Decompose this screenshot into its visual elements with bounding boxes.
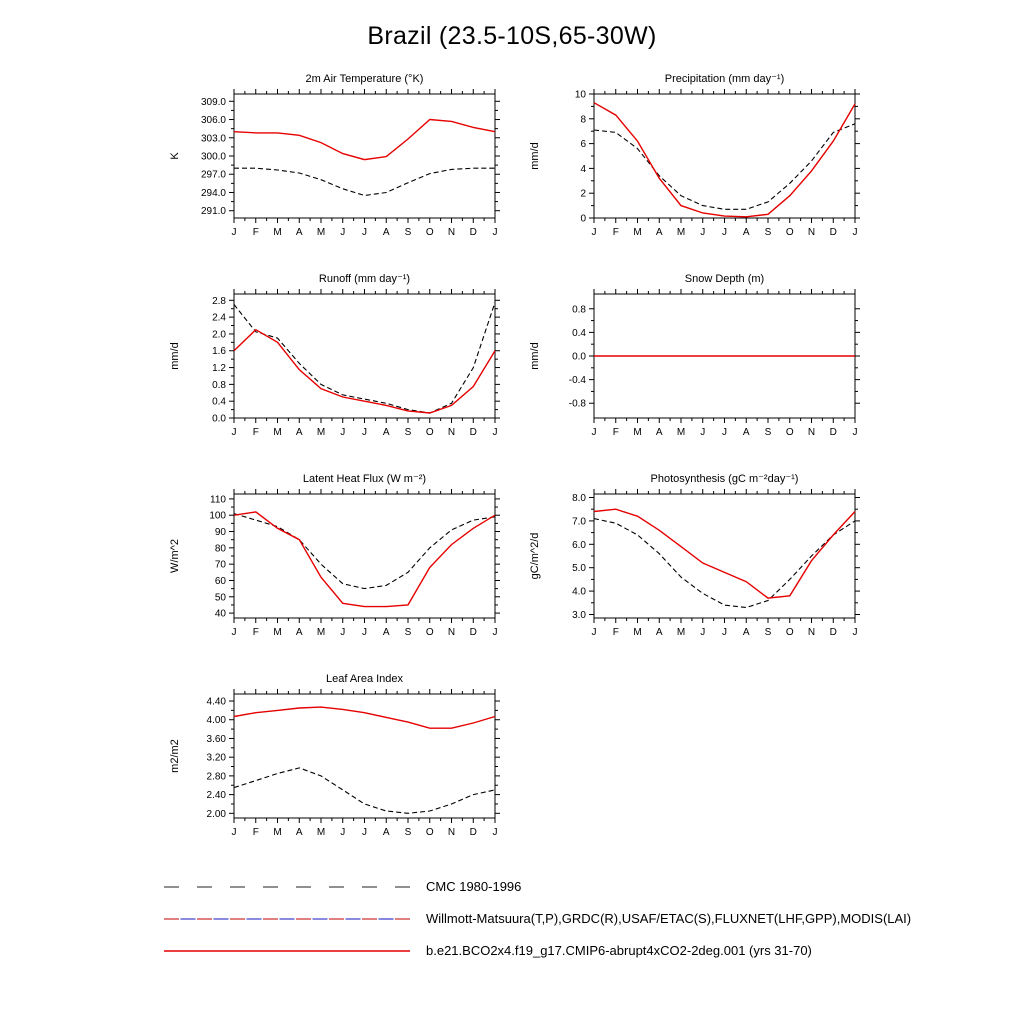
chart-grid — [0, 67, 1024, 859]
empty-cell — [522, 667, 862, 859]
svg-text:2.0: 2.0 — [212, 329, 226, 341]
svg-text:A: A — [655, 427, 663, 438]
chart-panel-snow-depth — [522, 267, 862, 459]
svg-text:2: 2 — [580, 188, 586, 200]
svg-text:100: 100 — [209, 510, 226, 522]
series-dashed — [594, 519, 855, 608]
svg-text:O: O — [425, 627, 434, 638]
svg-text:0.8: 0.8 — [572, 304, 586, 316]
svg-text:D: D — [829, 627, 837, 638]
svg-text:M: M — [676, 427, 686, 438]
svg-text:70: 70 — [214, 559, 226, 571]
svg-text:S: S — [404, 827, 412, 838]
y-axis-label: mm/d — [529, 142, 541, 170]
svg-text:1.2: 1.2 — [212, 363, 226, 375]
svg-text:S: S — [404, 627, 412, 638]
svg-text:2.80: 2.80 — [206, 771, 226, 783]
series-solid — [594, 509, 855, 598]
svg-text:N: N — [447, 827, 456, 838]
y-axis-ticks — [229, 499, 500, 613]
svg-text:306.0: 306.0 — [200, 115, 226, 127]
svg-text:J: J — [722, 427, 727, 438]
svg-text:A: A — [655, 227, 663, 238]
svg-text:90: 90 — [214, 527, 226, 539]
y-axis-ticks — [589, 498, 860, 615]
svg-text:2.4: 2.4 — [212, 312, 226, 324]
svg-text:J: J — [492, 827, 498, 838]
legend-row-model — [162, 943, 862, 958]
svg-text:M: M — [676, 627, 686, 638]
svg-text:F: F — [252, 827, 259, 838]
y-axis-tick-labels — [207, 697, 227, 820]
x-axis-ticks — [234, 489, 495, 623]
svg-text:S: S — [764, 227, 772, 238]
y-axis-ticks — [229, 300, 500, 418]
svg-text:3.20: 3.20 — [206, 752, 226, 764]
svg-text:J: J — [362, 427, 367, 438]
svg-text:J: J — [340, 627, 346, 638]
svg-text:A: A — [295, 827, 303, 838]
chart-svg-air-temperature — [162, 67, 502, 259]
legend-label-cmc: CMC 1980-1996 — [426, 879, 522, 894]
y-axis-tick-labels — [572, 493, 586, 621]
svg-text:F: F — [612, 427, 619, 438]
svg-text:F: F — [612, 627, 619, 638]
svg-text:1.6: 1.6 — [212, 346, 226, 358]
svg-text:D: D — [469, 627, 477, 638]
svg-text:O: O — [785, 427, 794, 438]
svg-text:M: M — [316, 827, 326, 838]
svg-text:10: 10 — [574, 89, 586, 101]
svg-text:303.0: 303.0 — [200, 133, 226, 145]
svg-text:M: M — [273, 627, 282, 638]
svg-text:J: J — [852, 627, 858, 638]
svg-text:O: O — [785, 627, 794, 638]
svg-text:D: D — [829, 427, 837, 438]
chart-panel-latent-heat-flux — [162, 467, 502, 659]
y-axis-ticks — [229, 101, 500, 210]
legend-label-obs: Willmott-Matsuura(T,P),GRDC(R),USAF/ETAC(S),FLUXNET(LHF,GPP),MODIS(LAI) — [426, 911, 912, 926]
svg-text:M: M — [273, 227, 282, 238]
x-axis-tick-labels — [232, 627, 498, 638]
series-solid — [234, 512, 495, 607]
svg-text:J: J — [700, 627, 706, 638]
svg-text:A: A — [655, 627, 663, 638]
chart-panel-runoff — [162, 267, 502, 459]
series-solid — [234, 330, 495, 413]
svg-text:J: J — [722, 627, 727, 638]
svg-text:A: A — [382, 227, 390, 238]
svg-text:O: O — [785, 227, 794, 238]
svg-text:0.0: 0.0 — [572, 351, 586, 363]
svg-text:N: N — [807, 627, 816, 638]
svg-text:4: 4 — [580, 163, 586, 175]
svg-text:D: D — [469, 427, 477, 438]
svg-text:M: M — [316, 627, 326, 638]
svg-text:4.0: 4.0 — [572, 586, 586, 598]
svg-text:O: O — [425, 827, 434, 838]
svg-text:0.4: 0.4 — [212, 396, 226, 408]
plot-box — [234, 494, 495, 618]
svg-text:O: O — [425, 427, 434, 438]
svg-text:J: J — [340, 827, 346, 838]
svg-text:4.00: 4.00 — [206, 715, 226, 727]
x-axis-tick-labels — [232, 227, 498, 238]
svg-text:60: 60 — [214, 575, 226, 587]
panel-title: 2m Air Temperature (°K) — [305, 73, 424, 85]
svg-text:N: N — [807, 427, 816, 438]
svg-text:J: J — [591, 627, 597, 638]
svg-text:297.0: 297.0 — [200, 169, 226, 181]
svg-text:3.60: 3.60 — [206, 733, 226, 745]
svg-text:J: J — [362, 827, 367, 838]
chart-svg-leaf-area-index — [162, 667, 502, 859]
svg-text:A: A — [742, 627, 750, 638]
y-axis-label: K — [169, 152, 181, 160]
series-solid — [594, 103, 855, 217]
svg-text:J: J — [591, 227, 597, 238]
svg-text:J: J — [852, 427, 858, 438]
chart-svg-snow-depth — [522, 267, 862, 459]
svg-text:O: O — [425, 227, 434, 238]
y-axis-tick-labels — [212, 296, 226, 425]
x-axis-ticks — [234, 89, 495, 223]
svg-text:294.0: 294.0 — [200, 187, 226, 199]
svg-text:J: J — [340, 227, 346, 238]
series-dashed — [234, 168, 495, 195]
y-axis-label: mm/d — [529, 342, 541, 370]
chart-panel-air-temperature — [162, 67, 502, 259]
svg-text:80: 80 — [214, 543, 226, 555]
svg-text:M: M — [633, 627, 642, 638]
svg-text:J: J — [492, 227, 498, 238]
svg-text:J: J — [492, 427, 498, 438]
svg-text:3.0: 3.0 — [572, 609, 586, 621]
svg-text:F: F — [252, 227, 259, 238]
svg-text:D: D — [829, 227, 837, 238]
y-axis-label: W/m^2 — [169, 539, 181, 573]
svg-text:J: J — [340, 427, 346, 438]
svg-text:-0.8: -0.8 — [568, 398, 586, 410]
svg-text:J: J — [231, 627, 237, 638]
svg-text:2.40: 2.40 — [206, 790, 226, 802]
panel-title: Latent Heat Flux (W m⁻²) — [302, 473, 427, 485]
svg-text:M: M — [273, 827, 282, 838]
y-axis-tick-labels — [569, 304, 587, 409]
svg-text:0: 0 — [580, 213, 586, 225]
x-axis-ticks — [594, 89, 855, 223]
svg-text:7.0: 7.0 — [572, 516, 586, 528]
svg-text:F: F — [252, 427, 259, 438]
svg-text:S: S — [764, 427, 772, 438]
plot-box — [594, 94, 855, 218]
svg-text:N: N — [447, 427, 456, 438]
series-solid — [234, 707, 495, 728]
svg-text:0.0: 0.0 — [212, 413, 226, 425]
panel-title: Snow Depth (m) — [684, 273, 765, 285]
svg-text:6.0: 6.0 — [572, 539, 586, 551]
x-axis-ticks — [234, 689, 495, 823]
chart-svg-precipitation — [522, 67, 862, 259]
y-axis-label: gC/m^2/d — [529, 532, 541, 580]
svg-text:S: S — [764, 627, 772, 638]
svg-text:J: J — [700, 427, 706, 438]
legend-label-model: b.e21.BCO2x4.f19_g17.CMIP6-abrupt4xCO2-2deg.001 (yrs 31-70) — [426, 943, 812, 958]
svg-text:M: M — [676, 227, 686, 238]
chart-svg-runoff — [162, 267, 502, 459]
svg-text:8.0: 8.0 — [572, 493, 586, 505]
chart-svg-latent-heat-flux — [162, 467, 502, 659]
svg-text:N: N — [447, 627, 456, 638]
svg-text:F: F — [612, 227, 619, 238]
svg-text:F: F — [252, 627, 259, 638]
svg-text:-0.4: -0.4 — [568, 375, 586, 387]
legend-row-obs — [162, 911, 912, 926]
panel-title: Leaf Area Index — [325, 673, 404, 685]
y-axis-tick-labels — [209, 494, 226, 619]
svg-text:A: A — [295, 627, 303, 638]
svg-text:50: 50 — [214, 592, 226, 604]
y-axis-tick-labels — [575, 90, 587, 225]
svg-text:M: M — [633, 427, 642, 438]
svg-text:J: J — [231, 227, 237, 238]
svg-text:J: J — [231, 827, 237, 838]
svg-text:J: J — [722, 227, 727, 238]
svg-text:A: A — [295, 427, 303, 438]
chart-svg-photosynthesis — [522, 467, 862, 659]
svg-text:5.0: 5.0 — [572, 563, 586, 575]
svg-text:D: D — [469, 827, 477, 838]
svg-text:S: S — [404, 427, 412, 438]
svg-text:J: J — [492, 627, 498, 638]
x-axis-tick-labels — [232, 827, 498, 838]
svg-text:8: 8 — [580, 114, 586, 126]
svg-text:300.0: 300.0 — [200, 151, 226, 163]
svg-text:J: J — [231, 427, 237, 438]
svg-text:110: 110 — [210, 494, 226, 506]
svg-text:D: D — [469, 227, 477, 238]
x-axis-tick-labels — [232, 427, 498, 438]
x-axis-tick-labels — [592, 627, 858, 638]
svg-text:309.0: 309.0 — [200, 96, 226, 108]
svg-text:2.8: 2.8 — [212, 295, 226, 307]
dashed-line-swatch-multicolor — [162, 912, 412, 926]
y-axis-ticks — [589, 94, 860, 218]
svg-text:A: A — [382, 427, 390, 438]
svg-text:M: M — [273, 427, 282, 438]
svg-text:S: S — [404, 227, 412, 238]
page-title: Brazil (23.5-10S,65-30W) — [367, 22, 657, 50]
chart-panel-photosynthesis — [522, 467, 862, 659]
svg-text:J: J — [852, 227, 858, 238]
svg-text:A: A — [382, 627, 390, 638]
panel-title: Runoff (mm day⁻¹) — [318, 273, 411, 285]
svg-text:A: A — [295, 227, 303, 238]
svg-text:J: J — [362, 627, 367, 638]
panel-title: Precipitation (mm day⁻¹) — [664, 73, 785, 85]
svg-text:0.4: 0.4 — [572, 327, 586, 339]
svg-text:M: M — [633, 227, 642, 238]
plot-box — [234, 94, 495, 218]
y-axis-tick-labels — [201, 97, 226, 217]
y-axis-label: m2/m2 — [169, 739, 181, 773]
svg-text:6: 6 — [580, 139, 586, 151]
svg-text:40: 40 — [214, 608, 226, 620]
svg-text:J: J — [591, 427, 597, 438]
plot-box — [234, 294, 495, 418]
chart-panel-precipitation — [522, 67, 862, 259]
svg-text:4.40: 4.40 — [206, 696, 226, 708]
x-axis-ticks — [234, 289, 495, 423]
svg-text:0.8: 0.8 — [212, 379, 226, 391]
svg-text:A: A — [742, 427, 750, 438]
svg-text:M: M — [316, 227, 326, 238]
svg-text:2.00: 2.00 — [206, 808, 226, 820]
panel-title: Photosynthesis (gC m⁻²day⁻¹) — [650, 473, 799, 485]
x-axis-tick-labels — [592, 227, 858, 238]
legend-row-cmc — [162, 879, 862, 894]
svg-text:291.0: 291.0 — [200, 206, 226, 218]
y-axis-label: mm/d — [169, 342, 181, 370]
series-dashed — [234, 302, 495, 413]
dashed-line-swatch — [162, 880, 412, 894]
svg-text:N: N — [807, 227, 816, 238]
solid-line-swatch — [162, 944, 412, 958]
svg-text:A: A — [742, 227, 750, 238]
svg-text:J: J — [362, 227, 367, 238]
chart-panel-leaf-area-index — [162, 667, 502, 859]
svg-text:N: N — [447, 227, 456, 238]
svg-text:M: M — [316, 427, 326, 438]
legend — [162, 879, 912, 958]
series-dashed — [234, 768, 495, 813]
y-axis-ticks — [229, 701, 500, 813]
x-axis-tick-labels — [592, 427, 858, 438]
svg-text:J: J — [700, 227, 706, 238]
svg-text:A: A — [382, 827, 390, 838]
series-solid — [234, 120, 495, 160]
